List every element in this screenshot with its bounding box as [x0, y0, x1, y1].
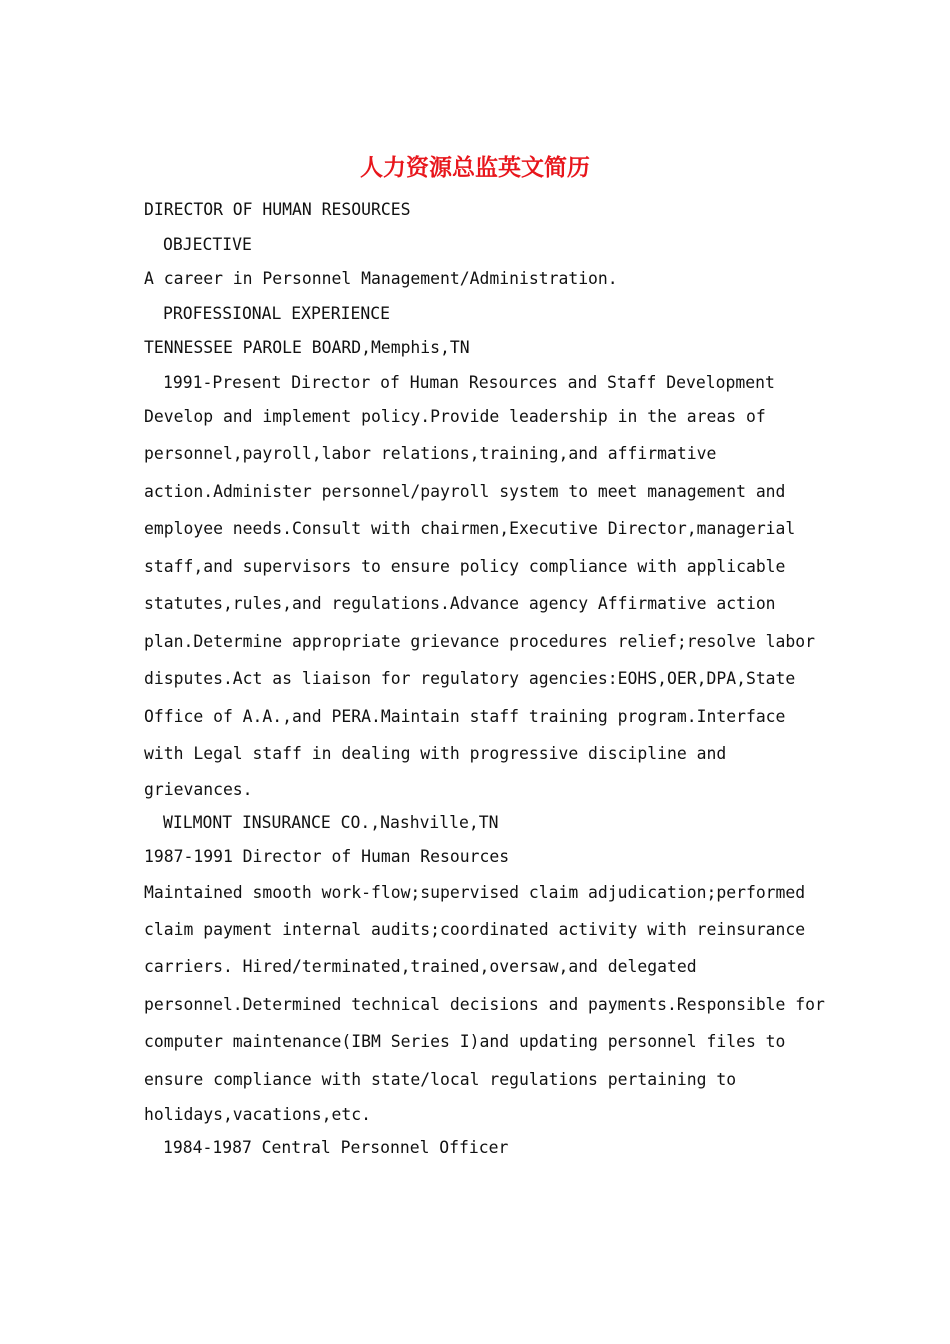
- job2-description-line: personnel.Determined technical decisions and payments.Responsible for: [144, 994, 825, 1014]
- job1-description-line: with Legal staff in dealing with progressive discipline and: [144, 744, 727, 763]
- experience-heading: PROFESSIONAL EXPERIENCE: [163, 303, 390, 323]
- job2-description-line: holidays,vacations,etc.: [144, 1105, 371, 1124]
- job2-description-line: claim payment internal audits;coordinated activity with reinsurance: [144, 919, 806, 939]
- resume-body: [144, 193, 824, 1166]
- job2-description-line: Maintained smooth work-flow;supervised claim adjudication;performed: [144, 882, 806, 902]
- document-title: 人力资源总监英文简历: [360, 154, 590, 181]
- job1-description-line: Office of A.A.,and PERA.Maintain staff training program.Interface: [144, 706, 786, 726]
- job1-description-line: grievances.: [144, 779, 253, 799]
- job2-position: 1987-1991 Director of Human Resources: [144, 847, 510, 866]
- job2-employer: WILMONT INSURANCE CO.,Nashville,TN: [163, 812, 499, 832]
- job2-description: [144, 875, 824, 1132]
- job1-description-line: personnel,payroll,labor relations,training,and affirmative: [144, 444, 717, 463]
- job1-description-line: action.Administer personnel/payroll system to meet management and: [144, 481, 786, 501]
- job1-description-line: staff,and supervisors to ensure policy compliance with applicable: [144, 556, 786, 576]
- objective-text: A career in Personnel Management/Administration.: [144, 269, 618, 288]
- job1-description-line: statutes,rules,and regulations.Advance agency Affirmative action: [144, 594, 776, 613]
- job1-description: [144, 398, 824, 806]
- job3-position: 1984-1987 Central Personnel Officer: [163, 1138, 509, 1157]
- job1-description-line: employee needs.Consult with chairmen,Executive Director,managerial: [144, 519, 796, 538]
- job2-description-line: ensure compliance with state/local regulations pertaining to: [144, 1069, 737, 1089]
- job1-employer: TENNESSEE PAROLE BOARD,Memphis,TN: [144, 338, 470, 357]
- objective-heading: OBJECTIVE: [163, 234, 252, 254]
- job1-description-line: plan.Determine appropriate grievance procedures relief;resolve labor: [144, 631, 816, 651]
- job2-description-line: carriers. Hired/terminated,trained,oversaw,and delegated: [144, 957, 697, 976]
- job1-position: 1991-Present Director of Human Resources and Staff Development: [163, 372, 775, 392]
- job1-description-line: Develop and implement policy.Provide leadership in the areas of: [144, 407, 766, 426]
- job2-description-line: computer maintenance(IBM Series I)and updating personnel files to: [144, 1032, 786, 1051]
- job1-description-line: disputes.Act as liaison for regulatory agencies:EOHS,OER,DPA,State: [144, 669, 796, 688]
- resume-heading: DIRECTOR OF HUMAN RESOURCES: [144, 200, 411, 219]
